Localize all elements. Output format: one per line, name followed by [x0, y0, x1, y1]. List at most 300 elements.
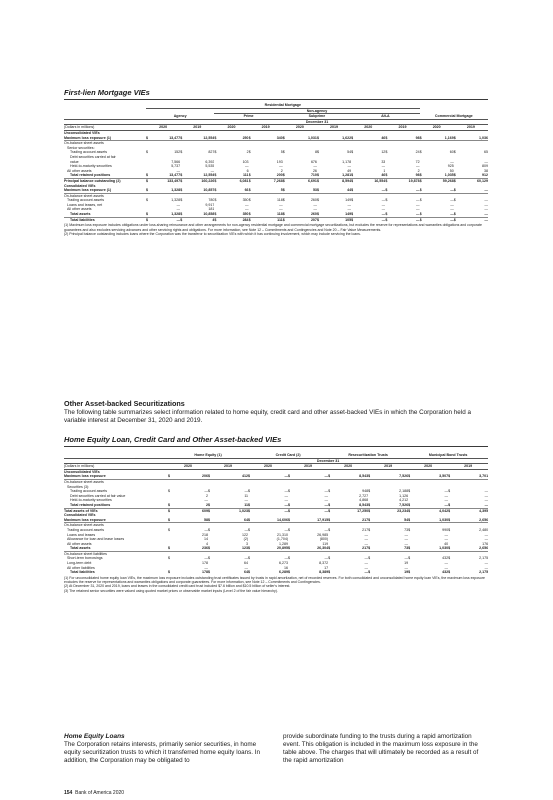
table-cell: — [364, 565, 369, 570]
table-cell: — [484, 217, 488, 222]
table-cell: 111 [277, 217, 283, 222]
currency-symbol: $ [317, 188, 322, 193]
year-header: 2020 [214, 125, 248, 131]
row-label: Maximum loss exposure [64, 518, 168, 523]
table-cell: — [459, 188, 488, 193]
table-cell: 8,389 [319, 570, 329, 575]
table-cell: 2,175 [479, 570, 489, 575]
currency-symbol: $ [448, 489, 451, 494]
table-cell: 4 [212, 217, 215, 222]
table-cell: 1,126 [399, 493, 409, 498]
currency-symbol: $ [180, 136, 185, 141]
currency-symbol: $ [351, 150, 354, 155]
currency-symbol: $ [248, 178, 251, 183]
currency-symbol: $ [208, 546, 213, 551]
table-cell: — [381, 164, 386, 169]
currency-symbol: $ [249, 188, 254, 193]
table-cell: 5,737 [171, 164, 181, 169]
currency-symbol: $ [351, 173, 356, 178]
table-cell: 26 [312, 168, 317, 173]
table-cell: 2,480 [479, 527, 489, 532]
row-label: Trading account assets [67, 198, 105, 203]
table-cell: — [356, 212, 385, 217]
table-cell: — [453, 503, 488, 508]
year-header: 2020 [146, 125, 180, 131]
table-cell: — [244, 527, 249, 532]
table-cell: 119 [322, 541, 329, 546]
currency-symbol: $ [328, 556, 331, 561]
table-cell: 59,268 [442, 178, 454, 183]
table-cell: 1,328 [151, 212, 180, 217]
table-cell: — [444, 537, 449, 542]
currency-symbol: $ [368, 570, 371, 575]
currency-symbol: $ [248, 474, 253, 479]
table-cell: — [347, 202, 352, 207]
currency-symbol: $ [208, 556, 210, 561]
table-cell: — [284, 556, 289, 561]
table-cell: 46 [356, 173, 385, 178]
table-cell: 217 [333, 518, 368, 523]
table-cell: — [244, 207, 249, 212]
table-cell: — [293, 474, 328, 479]
table-cell: 990 [442, 527, 449, 532]
table-cell: — [244, 498, 249, 503]
currency-symbol: $ [316, 178, 319, 183]
currency-symbol: $ [317, 212, 322, 217]
table-cell: — [244, 556, 249, 561]
table-cell: — [324, 508, 329, 513]
table-cell: — [413, 503, 448, 508]
table-cell: (1,704) [276, 537, 289, 542]
table-cell: 609 [202, 508, 208, 513]
table-cell: — [204, 489, 208, 494]
table-cell: 2,656 [453, 518, 488, 523]
right-paragraph: provide subordinate funding to the trusts during a rapid amortization event. This obligation is included in the maximum loss exposure in the table above. The charges that will ultimately be recorded as a result of the rapid amortization [283, 733, 479, 764]
currency-symbol: $ [283, 136, 288, 141]
table-cell: 4,868 [359, 498, 369, 503]
currency-symbol: $ [248, 556, 251, 561]
home-equity-table [64, 453, 488, 575]
col-home-equity: Home Equity (1) [168, 453, 248, 458]
table-cell: 20,895 [253, 546, 288, 551]
currency-symbol: $ [454, 173, 459, 178]
table-cell: 193 [276, 159, 283, 164]
table-cell: — [484, 493, 489, 498]
currency-symbol: $ [283, 173, 288, 178]
row-label: Debt securities carried at fair value [70, 493, 126, 498]
table-cell: 6,081 [239, 178, 249, 183]
table-cell: — [416, 217, 420, 222]
table-cell: 5,535 [205, 164, 215, 169]
currency-symbol: $ [248, 503, 253, 508]
table-cell: 948 [362, 489, 369, 494]
currency-symbol: $ [385, 150, 388, 155]
table-cell: 14,606 [253, 518, 288, 523]
col-municipal-bond: Municipal Bond Trusts [408, 453, 488, 458]
table-cell: 123 [213, 546, 248, 551]
table-cell: 3,507 [413, 474, 448, 479]
table-cell: 1,031 [288, 136, 317, 141]
table-cell: 64 [244, 570, 249, 575]
table-cell: 1,036 [459, 136, 488, 141]
table-cell: — [284, 489, 289, 494]
currency-symbol: $ [448, 518, 453, 523]
table-cell: — [284, 527, 289, 532]
table-cell: — [176, 202, 181, 207]
table-row [64, 217, 488, 222]
currency-symbol: $ [288, 503, 293, 508]
currency-symbol: $ [368, 503, 373, 508]
table-cell: — [313, 207, 317, 212]
col-subprime: Subprime [283, 114, 351, 120]
row-label: value [70, 159, 79, 164]
currency-symbol: $ [328, 508, 331, 513]
row-label: All other assets [67, 207, 92, 212]
table-cell: 7,526 [373, 503, 408, 508]
other-abs-section [64, 393, 488, 425]
currency-symbol: $ [368, 474, 373, 479]
currency-symbol: $ [248, 527, 251, 532]
table-cell: 8,543 [333, 503, 368, 508]
table-cell: — [204, 527, 208, 532]
table-cell: 38 [484, 168, 488, 173]
year-header: 2019 [385, 125, 419, 131]
table-cell: 6,392 [205, 159, 215, 164]
table-cell: 1,178 [342, 159, 352, 164]
currency-symbol: $ [282, 178, 285, 183]
row-label: Total liabilities [70, 217, 95, 222]
table-cell: 181 [208, 207, 215, 212]
currency-symbol: $ [317, 136, 322, 141]
table-cell: — [253, 474, 288, 479]
date-header: December 31 [168, 458, 488, 464]
table-cell: — [313, 202, 317, 207]
table-cell: — [244, 565, 249, 570]
table-cell: — [244, 164, 249, 169]
table-cell: 16,554 [374, 178, 386, 183]
table-cell: 809 [482, 164, 488, 169]
currency-symbol: $ [448, 570, 451, 575]
home-equity-loans-text [64, 733, 488, 765]
table-cell: — [450, 202, 454, 207]
table-cell: — [484, 489, 489, 494]
table-cell: — [210, 168, 215, 173]
row-label: On-balance sheet assets [64, 479, 104, 484]
currency-symbol: $ [180, 173, 185, 178]
currency-symbol: $ [288, 570, 291, 575]
currency-symbol: $ [448, 508, 451, 513]
row-label: On-balance sheet assets [64, 141, 104, 146]
table-cell: 6,691 [307, 178, 317, 183]
table-cell: 58 [173, 518, 208, 523]
currency-symbol: $ [408, 508, 411, 513]
currency-symbol: $ [368, 508, 371, 513]
table-cell: — [356, 188, 385, 193]
table-cell: — [444, 565, 449, 570]
currency-symbol: $ [168, 474, 173, 479]
table-cell: — [416, 202, 420, 207]
table-cell: 218 [202, 532, 208, 537]
currency-symbol: $ [283, 212, 288, 217]
table-cell: — [204, 565, 208, 570]
table-cell: — [381, 202, 386, 207]
table-cell: 412 [213, 474, 248, 479]
table-cell: — [484, 202, 488, 207]
table-cell: — [404, 541, 409, 546]
table-cell: — [324, 527, 329, 532]
currency-symbol: $ [317, 173, 322, 178]
table-cell: 6,289 [279, 570, 289, 575]
row-label: Short-term borrowings [67, 556, 103, 561]
table-cell: — [450, 217, 454, 222]
table-cell: — [484, 532, 489, 537]
currency-symbol: $ [146, 136, 151, 141]
table-cell: 14 [204, 537, 208, 542]
table-cell: — [444, 489, 449, 494]
currency-symbol: $ [351, 198, 354, 203]
table-cell: 118 [277, 198, 283, 203]
table-cell: — [390, 188, 419, 193]
currency-symbol: $ [248, 518, 253, 523]
currency-symbol: $ [168, 556, 170, 561]
table-cell: — [364, 532, 369, 537]
row-label: Long-term debt [67, 561, 92, 566]
table-cell: 33 [381, 159, 386, 164]
year-header: 2019 [288, 464, 328, 470]
currency-symbol: $ [408, 503, 413, 508]
currency-symbol: $ [168, 489, 170, 494]
table-cell: 2 [246, 150, 249, 155]
table-cell: 46 [356, 136, 385, 141]
table-cell: 111 [219, 173, 248, 178]
date-header: December 31 [146, 119, 488, 125]
currency-symbol: $ [180, 188, 185, 193]
table-cell: 19,878 [408, 178, 420, 183]
currency-symbol: $ [385, 136, 390, 141]
table-cell: 122 [242, 532, 249, 537]
row-label: All other liabilities [67, 565, 95, 570]
table-cell: 98 [390, 136, 419, 141]
table-cell: 3 [246, 541, 249, 546]
table-cell: 149 [345, 198, 352, 203]
currency-symbol: $ [214, 173, 219, 178]
table-cell: — [204, 498, 208, 503]
currency-symbol: $ [282, 217, 285, 222]
table-cell: 206 [173, 474, 208, 479]
currency-symbol: $ [351, 136, 356, 141]
currency-symbol: $ [454, 188, 459, 193]
table-cell: — [444, 498, 449, 503]
table-cell: — [444, 532, 449, 537]
currency-symbol: $ [419, 150, 422, 155]
table-cell: 178 [202, 570, 208, 575]
footnote: (2) Principal balance outstanding includes loans where the Corporation was the transferor to securitization VIEs with which it has continuing involvement, which may include servicing the loans. [64, 231, 361, 236]
table-cell: 710 [288, 173, 317, 178]
currency-symbol: $ [420, 212, 425, 217]
currency-symbol: $ [448, 556, 451, 561]
table-cell: 1,328 [151, 188, 180, 193]
table-cell: 44 [322, 188, 351, 193]
currency-symbol: $ [448, 503, 453, 508]
row-label: On-balance sheet assets [64, 193, 104, 198]
table-cell: — [381, 217, 386, 222]
currency-symbol: $ [408, 546, 413, 551]
currency-symbol: $ [420, 136, 425, 141]
row-label: Senior securities: [67, 145, 95, 150]
table-cell: — [459, 212, 488, 217]
currency-symbol: $ [288, 546, 293, 551]
currency-symbol: $ [214, 136, 219, 141]
table-cell: 50 [449, 168, 454, 173]
col-prime: Prime [214, 114, 282, 120]
currency-symbol: $ [249, 136, 254, 141]
currency-symbol: $ [282, 198, 285, 203]
table-cell: — [484, 198, 488, 203]
row-label: Principal balance outstanding (2) [64, 178, 121, 183]
table-cell: 676 [310, 159, 317, 164]
row-label: All other assets [67, 168, 92, 173]
currency-symbol: $ [385, 188, 390, 193]
table-row [64, 570, 488, 575]
currency-symbol: $ [328, 489, 331, 494]
table-cell: 13,477 [151, 136, 180, 141]
table-cell: 118 [254, 212, 283, 217]
table-cell: 1,622 [322, 136, 351, 141]
table-cell: — [404, 537, 409, 542]
table-cell: 340 [254, 136, 283, 141]
currency-symbol: $ [248, 546, 253, 551]
currency-symbol: $ [283, 188, 288, 193]
currency-symbol: $ [351, 212, 356, 217]
table-cell: 350 [242, 198, 249, 203]
currency-symbol: $ [316, 217, 319, 222]
currency-symbol: $ [248, 217, 251, 222]
units-label: (Dollars in millions) [64, 125, 146, 131]
table-cell: — [176, 217, 181, 222]
currency-symbol: $ [368, 489, 371, 494]
table-cell: 98 [390, 173, 419, 178]
row-label: Loans and leases [67, 532, 96, 537]
left-column [64, 733, 269, 765]
table-cell: 260 [288, 212, 317, 217]
table-cell: 11 [244, 493, 249, 498]
table-cell: 54 [347, 150, 352, 155]
table-cell: 432 [442, 570, 449, 575]
table-cell: 6,273 [279, 561, 289, 566]
table-cell: — [313, 164, 317, 169]
table-cell: — [293, 503, 328, 508]
table-cell: (800) [319, 537, 329, 542]
currency-symbol: $ [168, 570, 170, 575]
currency-symbol: $ [448, 546, 453, 551]
table-cell: — [484, 159, 488, 164]
currency-symbol: $ [249, 212, 254, 217]
currency-symbol: $ [248, 570, 251, 575]
currency-symbol: $ [288, 527, 291, 532]
currency-symbol: $ [214, 150, 217, 155]
currency-symbol: $ [208, 508, 210, 513]
table-cell: 149 [322, 212, 351, 217]
left-paragraph: The Corporation retains interests, primarily senior securities, in home equity securitization trusts to which it transferred home equity loans. In addition, the Corporation may be obligated to [64, 741, 260, 764]
table-cell: 73 [373, 546, 408, 551]
table-cell: 65 [484, 150, 488, 155]
row-label: Total retained positions [64, 173, 146, 178]
currency-symbol: $ [288, 508, 291, 513]
table-cell: — [484, 537, 489, 542]
table-cell: 160,226 [201, 178, 215, 183]
section-title: First-lien Mortgage VIEs [64, 88, 150, 97]
footnote: (3) The retained senior securities were valued using quoted market prices or observable market inputs (Level 2 of the fair value hierarchy). [64, 588, 278, 593]
year-header: 2020 [168, 464, 208, 470]
currency-symbol: $ [146, 173, 151, 178]
table-cell: 350 [219, 212, 248, 217]
table-cell: 72 [415, 159, 420, 164]
table-cell: — [279, 207, 283, 212]
currency-symbol: $ [419, 198, 422, 203]
row-label: Total retained positions [64, 503, 168, 508]
currency-symbol: $ [385, 217, 388, 222]
col-commercial: Commercial Mortgage [420, 114, 488, 120]
year-header: 2019 [454, 125, 488, 131]
currency-symbol: $ [168, 508, 170, 513]
currency-symbol: $ [249, 173, 254, 178]
first-lien-table [64, 103, 488, 222]
currency-symbol: $ [214, 198, 217, 203]
currency-symbol: $ [214, 212, 219, 217]
currency-symbol: $ [448, 527, 451, 532]
table-cell: 60 [449, 150, 454, 155]
currency-symbol: $ [453, 178, 456, 183]
year-header: 2019 [368, 464, 408, 470]
currency-symbol: $ [248, 150, 251, 155]
table-cell: 1,035 [425, 173, 454, 178]
table-cell: — [279, 202, 283, 207]
table-cell: 4,395 [479, 508, 489, 513]
currency-symbol: $ [208, 503, 213, 508]
table-cell: (2) [243, 537, 249, 542]
table-cell: 40 [444, 541, 449, 546]
residential-header: Residential Mortgage [146, 103, 420, 108]
row-label: Maximum loss exposure (1) [64, 136, 146, 141]
table-cell: 49 [347, 168, 352, 173]
page-number: 154 [64, 790, 73, 796]
currency-symbol: $ [368, 527, 371, 532]
table-cell: — [484, 498, 489, 503]
row-label: Trading account assets [70, 489, 108, 494]
table-cell: — [347, 164, 352, 169]
year-header: 2020 [248, 464, 288, 470]
footnote: (2) At December 31, 2020 and 2019, loans and leases in the consolidated credit card trust included $7.6 billion and $10.5 billion of seller's interest. [64, 584, 291, 589]
table-cell: 10,858 [185, 212, 214, 217]
table-cell: — [416, 207, 420, 212]
currency-symbol: $ [368, 546, 373, 551]
table-cell: — [450, 159, 454, 164]
table-cell: — [444, 561, 449, 566]
currency-symbol: $ [168, 503, 173, 508]
row-label: Total assets of VIEs [64, 508, 98, 513]
table-cell: — [204, 556, 208, 561]
table-cell: 64 [213, 518, 248, 523]
table-cell: 19 [404, 570, 409, 575]
currency-symbol: $ [180, 198, 183, 203]
table-cell: — [244, 489, 249, 494]
table-cell: — [279, 164, 283, 169]
table-cell: 60,129 [477, 178, 488, 183]
row-label: Trading account assets [67, 527, 105, 532]
table-cell: 54 [373, 518, 408, 523]
currency-symbol: $ [420, 173, 425, 178]
footnote: (1) Maximum loss exposure includes obligations under loss-sharing reinsurance and other arrangements for non-agency residential mortgage and commercial mortgage securitizations, but excludes the reserve for representations and warranties obligations and corporate guarantees and also excludes servicing advances and other servicing rights and obligations. For more information, see Note 12 – Commitments and Contingencies and Note 20 – Fair Value Measurements. [64, 223, 482, 232]
